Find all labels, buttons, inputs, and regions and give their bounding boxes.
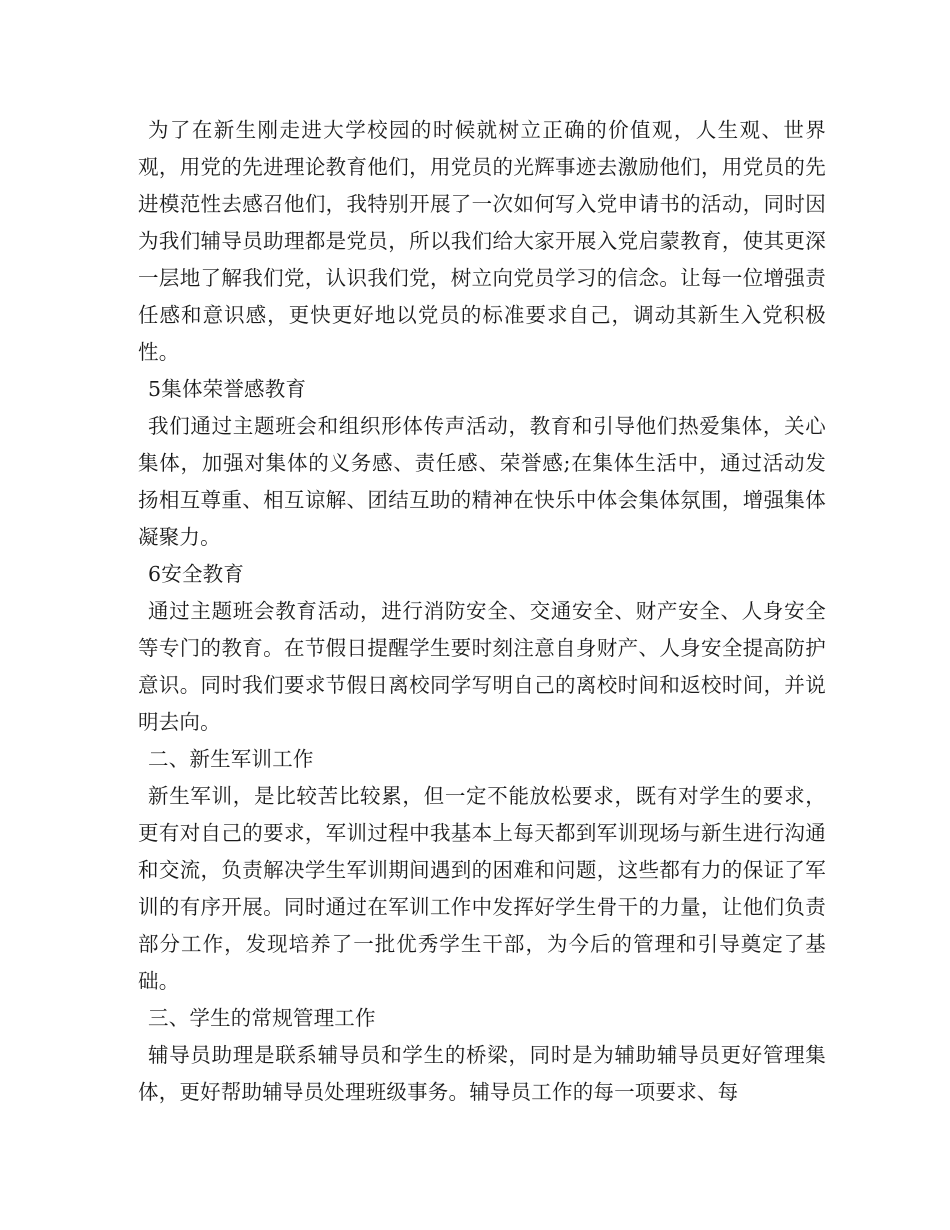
paragraph-party-education: 为了在新生刚走进大学校园的时候就树立正确的价值观，人生观、世界观，用党的先进理论教育他们，用党员的光辉事迹去激励他们，用党员的先进模范性去感召他们，我特别开展了一次如何写入党申请书的活动，同时因为我们辅导员助理都是党员，所以我们给大家开展入党启蒙教育，使其更深一层地了解我们党，认识我们党，树立向党员学习的信念。让每一位增强责任感和意识感，更快更好地以党员的标准要求自己，调动其新生入党积极性。 — [138, 118, 826, 364]
heading-military-training: 二、新生军训工作 — [148, 747, 314, 771]
paragraph-collective-honor: 我们通过主题班会和组织形体传声活动，教育和引导他们热爱集体，关心集体，加强对集体的义务感、责任感、荣誉感;在集体生活中，通过活动发扬相互尊重、相互谅解、团结互助的精神在快乐中体会集体氛围，增强集体凝聚力。 — [138, 414, 826, 549]
document-body — [138, 112, 826, 1111]
heading-routine-management: 三、学生的常规管理工作 — [148, 1006, 376, 1030]
paragraph-safety-education: 通过主题班会教育活动，进行消防安全、交通安全、财产安全、人身安全等专门的教育。在节假日提醒学生要时刻注意自身财产、人身安全提高防护意识。同时我们要求节假日离校同学写明自己的离校时间和返校时间，并说明去向。 — [138, 599, 826, 734]
paragraph-routine-management: 辅导员助理是联系辅导员和学生的桥梁，同时是为辅助辅导员更好管理集体，更好帮助辅导员处理班级事务。辅导员工作的每一项要求、每 — [138, 1043, 826, 1104]
heading-collective-honor: 5集体荣誉感教育 — [148, 377, 307, 401]
paragraph-military-training: 新生军训，是比较苦比较累，但一定不能放松要求，既有对学生的要求，更有对自己的要求，军训过程中我基本上每天都到军训现场与新生进行沟通和交流，负责解决学生军训期间遇到的困难和问题，这些都有力的保证了军训的有序开展。同时通过在军训工作中发挥好学生骨干的力量，让他们负责部分工作，发现培养了一批优秀学生干部，为今后的管理和引导奠定了基础。 — [138, 784, 826, 993]
heading-safety-education: 6安全教育 — [148, 562, 245, 586]
